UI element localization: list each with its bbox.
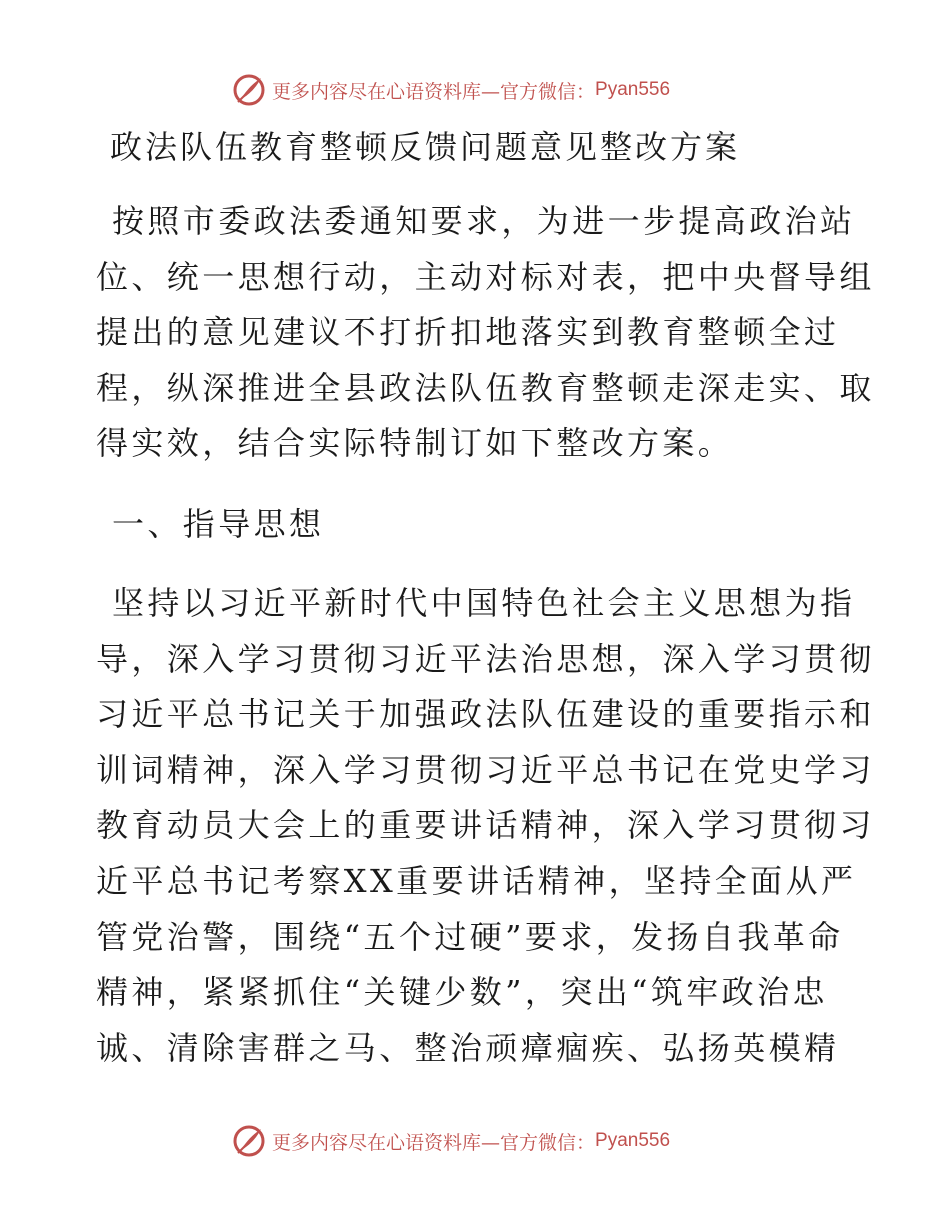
paragraph-line: 得实效，结合实际特制订如下整改方案。	[96, 424, 734, 463]
watermark-text: 更多内容尽在心语资料库—官方微信：	[272, 80, 596, 103]
paragraph-line: 管党治警，围绕“五个过硬”要求，发扬自我革命	[96, 917, 844, 956]
paragraph-line: 提出的意见建议不打折扣地落实到教育整顿全过	[96, 313, 840, 352]
paragraph-line: 程，纵深推进全县政法队伍教育整顿走深走实、取	[96, 368, 875, 407]
intro-paragraph	[96, 194, 875, 472]
paragraph-line: 按照市委政法委通知要求，为进一步提高政治站	[112, 202, 856, 240]
paragraph-line: 教育动员大会上的重要讲话精神，深入学习贯彻习	[96, 806, 875, 845]
section-heading-text: 一、指导思想	[112, 505, 325, 543]
document-title: 政法队伍教育整顿反馈问题意见整改方案	[110, 128, 741, 166]
paragraph-line: 位、统一思想行动，主动对标对表，把中央督导组	[96, 257, 875, 296]
paragraph-line: 习近平总书记关于加强政法队伍建设的重要指示和	[96, 695, 875, 734]
paragraph-line: 坚持以习近平新时代中国特色社会主义思想为指	[112, 584, 856, 622]
feather-logo-icon	[232, 73, 266, 107]
watermark-contact: Pyan556	[595, 1130, 671, 1151]
watermark-text: 更多内容尽在心语资料库—官方微信：	[272, 1131, 596, 1154]
paragraph-line: 精神，紧紧抓住“关键少数”，突出“筑牢政治忠	[96, 973, 828, 1012]
watermark-contact: Pyan556	[595, 79, 671, 100]
paragraph-line: 诚、清除害群之马、整治顽瘴痼疾、弘扬英模精	[96, 1028, 840, 1067]
paragraph-line: 近平总书记考察XX重要讲话精神，坚持全面从严	[96, 861, 857, 900]
feather-logo-icon	[232, 1124, 266, 1158]
section-paragraph	[96, 576, 875, 1076]
header-watermark	[232, 73, 670, 107]
paragraph-line: 导，深入学习贯彻习近平法治思想，深入学习贯彻	[96, 639, 875, 678]
footer-watermark	[232, 1124, 670, 1158]
section-heading	[96, 497, 856, 553]
paragraph-line: 训词精神，深入学习贯彻习近平总书记在党史学习	[96, 750, 875, 789]
